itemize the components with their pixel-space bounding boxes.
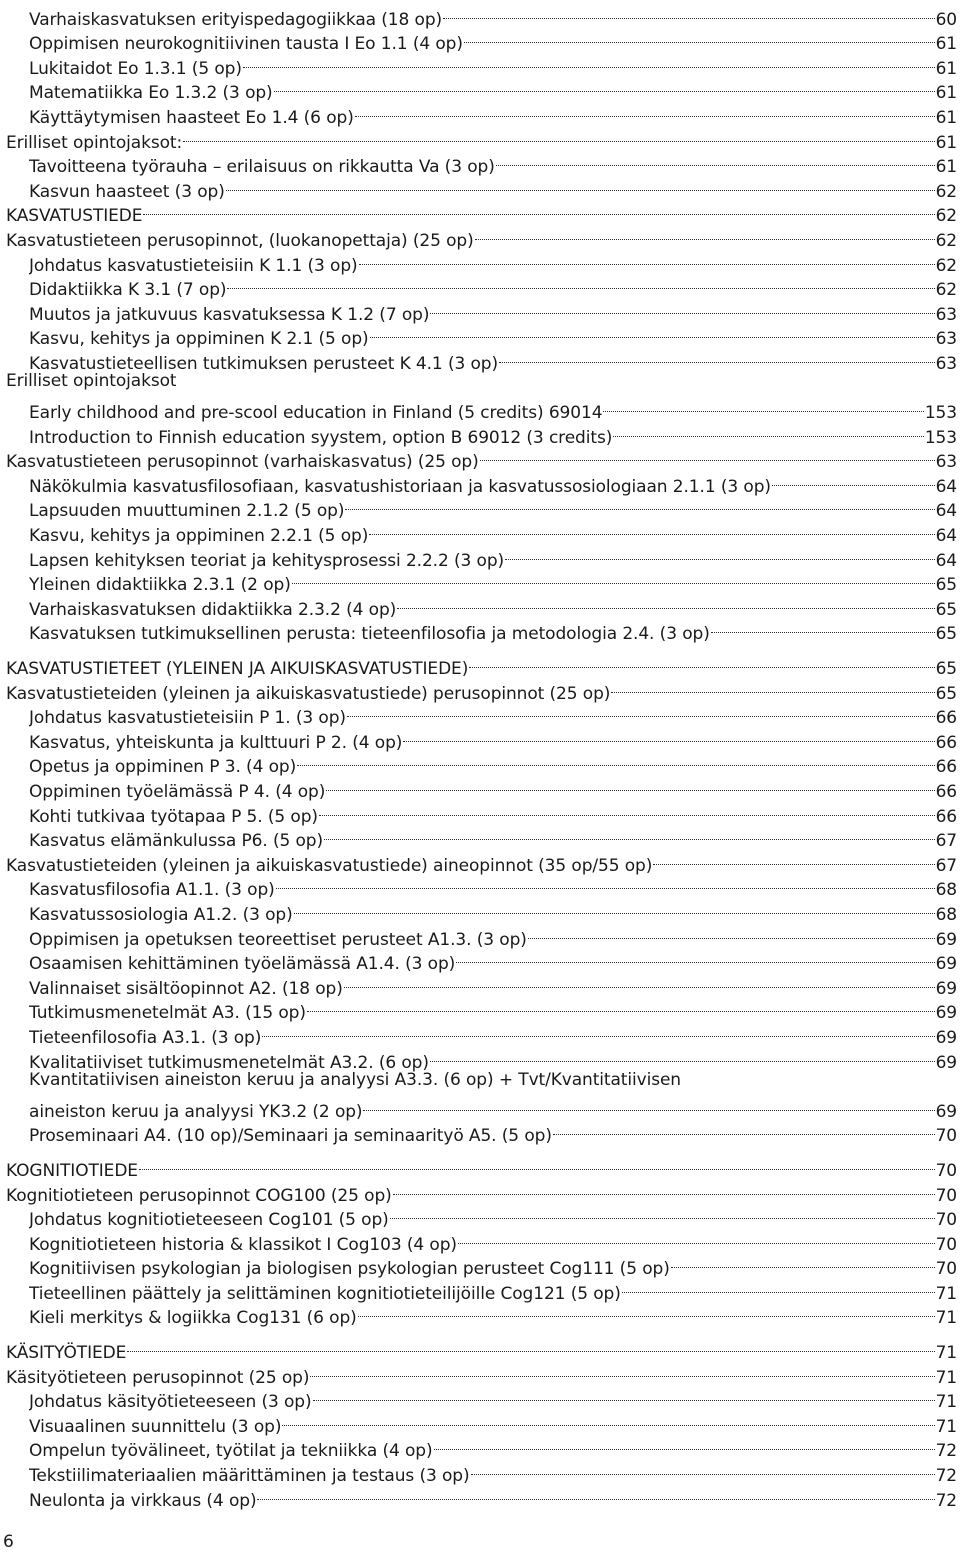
toc-entry-title: Kvalitatiiviset tutkimusmenetelmät A3.2. (6 op)	[29, 1052, 429, 1073]
toc-entry[interactable]	[6, 197, 957, 227]
toc-entry-page-number: 67	[935, 831, 957, 852]
toc-entry-page-number: 61	[935, 107, 957, 128]
toc-entry-title: Johdatus kognitiotieteeseen Cog101 (5 op)	[29, 1210, 389, 1231]
toc-entry-title: KASVATUSTIETEET (YLEINEN JA AIKUISKASVATUSTIEDE)	[6, 659, 469, 680]
toc-dot-leader	[434, 1432, 935, 1457]
toc-dot-leader	[553, 1117, 935, 1142]
toc-entry-title: Lapsen kehityksen teoriat ja kehitysprosessi 2.2.2 (3 op)	[29, 550, 505, 571]
toc-dot-leader	[292, 566, 935, 591]
toc-dot-leader	[480, 443, 935, 468]
toc-entry-title: Ompelun työvälineet, työtilat ja tekniikka (4 op)	[29, 1441, 433, 1462]
toc-entry-title: Kasvu, kehitys ja oppiminen K 2.1 (5 op)	[29, 329, 369, 350]
toc-entry-title: Kasvun haasteet (3 op)	[29, 181, 225, 202]
toc-dot-leader	[711, 615, 935, 640]
toc-entry-title: Kasvatustieteiden (yleinen ja aikuiskasvatustiede) perusopinnot (25 op)	[6, 683, 611, 704]
toc-dot-leader	[499, 344, 935, 369]
toc-entry-title: KOGNITIOTIEDE	[6, 1160, 138, 1181]
toc-entry-page-number: 69	[935, 929, 957, 950]
toc-entry-title: aineiston keruu ja analyysi YK3.2 (2 op)	[29, 1101, 363, 1122]
toc-entry-title: Tutkimusmenetelmät A3. (15 op)	[29, 1003, 306, 1024]
toc-entry-title: Valinnaiset sisältöopinnot A2. (18 op)	[29, 978, 343, 999]
toc-dot-leader	[243, 49, 935, 74]
toc-entry-page-number: 71	[935, 1416, 957, 1437]
toc-entry-page-number: 65	[935, 683, 957, 704]
toc-entry-title: KASVATUSTIEDE	[6, 206, 143, 227]
toc-entry-title: Kasvatustieteiden (yleinen ja aikuiskasvatustiede) aineopinnot (35 op/55 op)	[6, 855, 653, 876]
toc-entry-page-number: 62	[935, 280, 957, 301]
toc-dot-leader	[390, 1201, 935, 1226]
toc-entry-title: Käsityötieteen perusopinnot (25 op)	[6, 1367, 310, 1388]
toc-dot-leader	[369, 516, 934, 541]
toc-entry[interactable]	[6, 1176, 957, 1206]
toc-entry-page-number: 65	[935, 599, 957, 620]
toc-entry-title: Kohti tutkivaa työtapaa P 5. (5 op)	[29, 806, 318, 827]
toc-entry-page-number: 61	[935, 83, 957, 104]
toc-dot-leader	[359, 246, 935, 271]
toc-dot-leader	[310, 1358, 934, 1383]
toc-dot-leader	[613, 418, 924, 443]
toc-entry-page-number: 153	[924, 403, 957, 424]
toc-entry-page-number: 72	[935, 1441, 957, 1462]
toc-entry-title: Yleinen didaktiikka 2.3.1 (2 op)	[29, 575, 291, 596]
toc-dot-leader	[139, 1151, 935, 1176]
toc-entry-page-number: 61	[935, 58, 957, 79]
toc-dot-leader	[143, 197, 934, 222]
toc-entry-page-number: 61	[935, 157, 957, 178]
toc-entry-page-number: 65	[935, 659, 957, 680]
toc-entry-page-number: 64	[935, 550, 957, 571]
toc-dot-leader	[347, 699, 935, 724]
toc-entry[interactable]	[6, 221, 957, 251]
toc-entry-page-number: 69	[935, 954, 957, 975]
toc-entry-page-number: 70	[935, 1126, 957, 1147]
toc-entry-title: Kasvatustieteen perusopinnot (varhaiskasvatus) (25 op)	[6, 452, 479, 473]
toc-entry-page-number: 64	[935, 526, 957, 547]
toc-entry-page-number: 66	[935, 757, 957, 778]
toc-entry-title: Lukitaidot Eo 1.3.1 (5 op)	[29, 58, 242, 79]
toc-dot-leader	[227, 271, 934, 296]
toc-entry-title: Lapsuuden muuttuminen 2.1.2 (5 op)	[29, 501, 345, 522]
toc-entry[interactable]	[6, 1068, 957, 1093]
toc-entry-title: Johdatus kasvatustieteisiin K 1.1 (3 op)	[29, 255, 358, 276]
toc-dot-leader	[397, 590, 934, 615]
toc-dot-leader	[469, 649, 934, 674]
toc-entry-page-number: 71	[935, 1343, 957, 1364]
toc-entry-page-number: 68	[935, 904, 957, 925]
toc-dot-leader	[464, 25, 935, 50]
toc-entry-page-number: 63	[935, 304, 957, 325]
toc-dot-leader	[603, 394, 923, 419]
toc-entry-page-number: 64	[935, 501, 957, 522]
toc-dot-leader	[183, 123, 934, 148]
page-number: 6	[3, 1532, 14, 1552]
toc-entry-page-number: 63	[935, 452, 957, 473]
toc-entry-page-number: 66	[935, 782, 957, 802]
toc-entry[interactable]	[6, 1092, 957, 1122]
toc-dot-leader	[319, 797, 935, 822]
toc-dot-leader	[458, 1225, 935, 1250]
toc-entry-page-number: 70	[935, 1160, 957, 1181]
toc-entry-page-number: 71	[935, 1283, 957, 1304]
toc-entry-title: KÄSITYÖTIEDE	[6, 1343, 127, 1364]
toc-dot-leader	[430, 1043, 935, 1068]
toc-dot-leader	[313, 1383, 935, 1408]
toc-dot-leader	[456, 945, 934, 970]
toc-entry-title: Kognitiivisen psykologian ja biologisen psykologian perusteet Cog111 (5 op)	[29, 1259, 670, 1280]
toc-entry-page-number: 64	[935, 476, 957, 497]
toc-dot-leader	[274, 74, 935, 99]
toc-entry-page-number: 69	[935, 1027, 957, 1048]
toc-entry-title: Erilliset opintojaksot	[6, 370, 177, 391]
toc-entry-title: Tieteellinen päättely ja selittäminen kognitiotieteilijöille Cog121 (5 op)	[29, 1283, 621, 1304]
toc-entry-page-number: 71	[935, 1367, 957, 1388]
table-of-contents	[6, 0, 957, 1511]
toc-entry-page-number: 62	[935, 255, 957, 276]
toc-entry-page-number: 153	[924, 427, 957, 448]
toc-entry-page-number: 66	[935, 732, 957, 753]
toc-dot-leader	[276, 871, 935, 896]
toc-dot-leader	[471, 1456, 935, 1481]
toc-dot-leader	[127, 1333, 934, 1358]
toc-dot-leader	[257, 1481, 934, 1506]
toc-entry-title: Oppimisen ja opetuksen teoreettiset perusteet A1.3. (3 op)	[29, 929, 527, 950]
toc-entry-title: Muutos ja jatkuvuus kasvatuksessa K 1.2 (7 op)	[29, 304, 430, 325]
toc-dot-leader	[393, 1176, 935, 1201]
toc-entry-page-number: 66	[935, 806, 957, 827]
toc-entry-title: Kieli merkitys & logiikka Cog131 (6 op)	[29, 1308, 357, 1329]
toc-entry[interactable]	[6, 1151, 957, 1181]
toc-entry-title: Kasvatustieteellisen tutkimuksen perusteet K 4.1 (3 op)	[29, 353, 499, 374]
toc-entry-page-number: 69	[935, 978, 957, 999]
toc-dot-leader	[226, 172, 935, 197]
toc-entry-page-number: 70	[935, 1234, 957, 1255]
toc-dot-leader	[772, 467, 935, 492]
toc-entry-title: Kasvatuksen tutkimuksellinen perusta: tieteenfilosofia ja metodologia 2.4. (3 op)	[29, 624, 710, 645]
toc-entry-page-number: 70	[935, 1185, 957, 1206]
toc-entry[interactable]	[6, 649, 957, 680]
toc-entry-page-number: 70	[935, 1259, 957, 1280]
toc-dot-leader	[671, 1250, 935, 1275]
toc-entry-page-number: 63	[935, 353, 957, 374]
toc-dot-leader	[344, 969, 935, 994]
toc-entry-page-number: 71	[935, 1308, 957, 1329]
toc-entry-page-number: 70	[935, 1210, 957, 1231]
toc-entry-title: Tieteenfilosofia A3.1. (3 op)	[29, 1027, 262, 1048]
toc-dot-leader	[475, 221, 935, 246]
toc-dot-leader	[622, 1274, 935, 1299]
toc-entry-title: Osaamisen kehittäminen työelämässä A1.4. (3 op)	[29, 954, 456, 975]
toc-entry-title: Oppiminen työelämässä P 4. (4 op)	[29, 782, 326, 802]
toc-entry-page-number: 68	[935, 880, 957, 901]
toc-entry-page-number: 61	[935, 132, 957, 153]
toc-entry-title: Visuaalinen suunnittelu (3 op)	[29, 1416, 282, 1437]
toc-entry-title: Kognitiotieteen perusopinnot COG100 (25 op)	[6, 1185, 392, 1206]
toc-dot-leader	[282, 1407, 934, 1432]
toc-dot-leader	[358, 1299, 935, 1324]
toc-dot-leader	[403, 723, 934, 748]
toc-entry-title: Introduction to Finnish education syystem, option B 69012 (3 credits)	[29, 427, 613, 448]
toc-dot-leader	[294, 895, 935, 920]
toc-entry-page-number: 69	[935, 1101, 957, 1122]
toc-dot-leader	[370, 320, 935, 345]
toc-entry-title: Kasvu, kehitys ja oppiminen 2.2.1 (5 op)	[29, 526, 369, 547]
toc-entry-page-number: 60	[935, 9, 957, 30]
toc-dot-leader	[505, 541, 934, 566]
toc-entry-page-number: 71	[935, 1392, 957, 1413]
toc-entry-page-number: 65	[935, 575, 957, 596]
toc-dot-leader	[345, 492, 934, 517]
toc-entry-page-number: 62	[935, 181, 957, 202]
toc-entry[interactable]	[6, 394, 957, 424]
toc-entry-page-number: 67	[935, 855, 957, 876]
toc-entry-title: Kasvatustieteen perusopinnot, (luokanopettaja) (25 op)	[6, 230, 474, 251]
toc-entry-title: Tavoitteena työrauha – erilaisuus on rikkautta Va (3 op)	[29, 157, 495, 178]
toc-entry[interactable]	[6, 0, 957, 30]
toc-dot-leader	[324, 822, 935, 847]
toc-entry-page-number: 61	[935, 34, 957, 55]
toc-dot-leader	[326, 772, 934, 797]
toc-entry-page-number: 63	[935, 329, 957, 350]
toc-dot-leader	[297, 748, 934, 773]
toc-dot-leader	[611, 674, 934, 699]
toc-entry-page-number: 65	[935, 624, 957, 645]
toc-entry-title: Käyttäytymisen haasteet Eo 1.4 (6 op)	[29, 107, 354, 128]
toc-entry-page-number: 72	[935, 1466, 957, 1487]
toc-entry-page-number: 62	[935, 230, 957, 251]
toc-entry-title: Proseminaari A4. (10 op)/Seminaari ja seminaarityö A5. (5 op)	[29, 1126, 552, 1147]
toc-entry-title: Opetus ja oppiminen P 3. (4 op)	[29, 757, 297, 778]
toc-entry-title: Varhaiskasvatuksen erityispedagogiikkaa (18 op)	[29, 9, 443, 30]
toc-dot-leader	[528, 920, 935, 945]
toc-entry-title: Kasvatussosiologia A1.2. (3 op)	[29, 904, 293, 925]
toc-entry-title: Oppimisen neurokognitiivinen tausta I Eo 1.1 (4 op)	[29, 34, 463, 55]
toc-entry-title: Kasvatus elämänkulussa P6. (5 op)	[29, 831, 324, 852]
toc-entry-title: Tekstiilimateriaalien määrittäminen ja testaus (3 op)	[29, 1466, 470, 1487]
toc-entry-title: Johdatus käsityötieteeseen (3 op)	[29, 1392, 312, 1413]
toc-dot-leader	[262, 1018, 934, 1043]
toc-entry-page-number: 72	[935, 1490, 957, 1511]
toc-entry-title: Neulonta ja virkkaus (4 op)	[29, 1490, 257, 1511]
toc-entry-title: Kvantitatiivisen aineiston keruu ja analyysi A3.3. (6 op) + Tvt/Kvantitatiivisen	[29, 1069, 681, 1090]
toc-entry-title: Didaktiikka K 3.1 (7 op)	[29, 280, 227, 301]
toc-entry-page-number: 69	[935, 1052, 957, 1073]
toc-entry-page-number: 66	[935, 708, 957, 729]
toc-dot-leader	[307, 994, 935, 1019]
toc-dot-leader	[496, 148, 935, 173]
toc-entry-title: Early childhood and pre-scool education in Finland (5 credits) 69014	[29, 403, 603, 424]
toc-dot-leader	[443, 0, 935, 25]
toc-dot-leader	[430, 295, 934, 320]
toc-entry-title: Näkökulmia kasvatusfilosofiaan, kasvatushistoriaan ja kasvatussosiologiaan 2.1.1 (3 op)	[29, 476, 771, 497]
toc-entry[interactable]	[6, 1358, 957, 1388]
toc-entry-title: Kognitiotieteen historia & klassikot I Cog103 (4 op)	[29, 1234, 457, 1255]
toc-dot-leader	[355, 98, 935, 123]
toc-entry-title: Johdatus kasvatustieteisiin P 1. (3 op)	[29, 708, 346, 729]
toc-entry-title: Kasvatusfilosofia A1.1. (3 op)	[29, 880, 275, 901]
toc-dot-leader	[653, 846, 934, 871]
toc-entry-page-number: 62	[935, 206, 957, 227]
toc-entry-title: Erilliset opintojaksot:	[6, 132, 183, 153]
toc-entry[interactable]	[6, 1333, 957, 1364]
toc-dot-leader	[363, 1092, 934, 1117]
toc-entry-page-number: 69	[935, 1003, 957, 1024]
toc-entry-title: Varhaiskasvatuksen didaktiikka 2.3.2 (4 op)	[29, 599, 397, 620]
toc-entry-title: Matematiikka Eo 1.3.2 (3 op)	[29, 83, 273, 104]
toc-entry-title: Kasvatus, yhteiskunta ja kulttuuri P 2. (4 op)	[29, 732, 403, 753]
